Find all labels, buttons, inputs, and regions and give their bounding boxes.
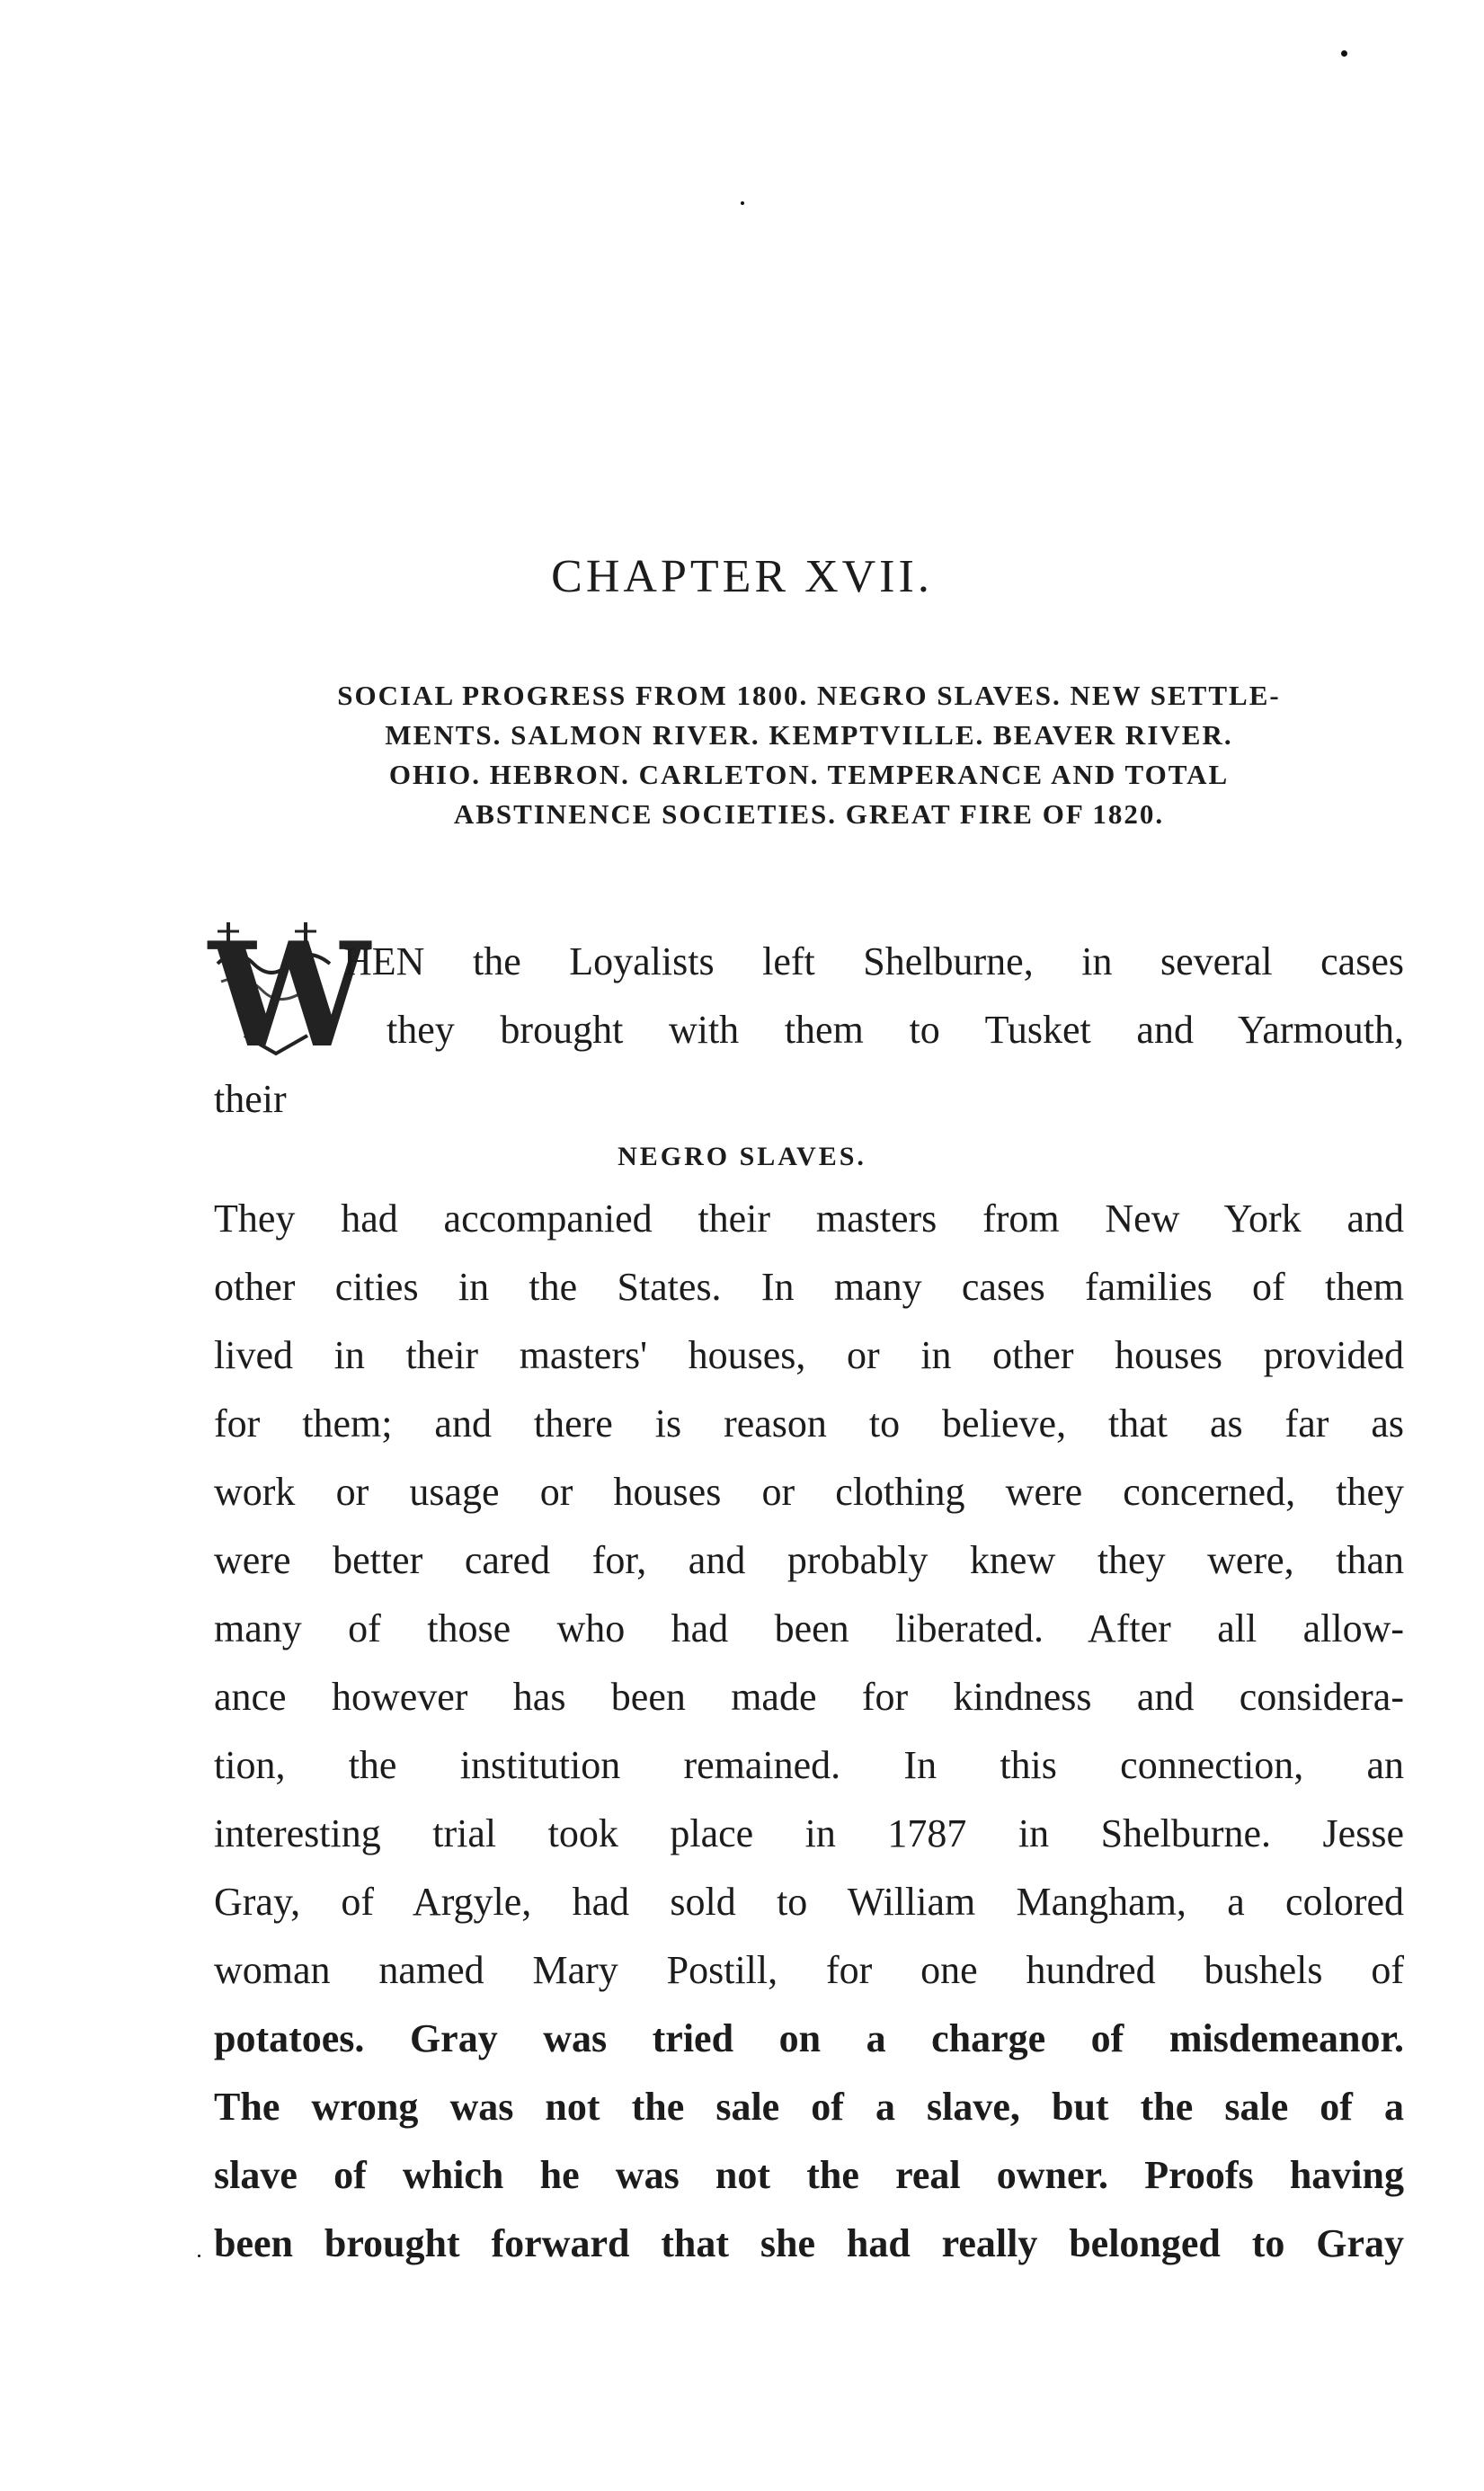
ink-speck (1341, 50, 1347, 57)
ink-speck (198, 2255, 200, 2257)
body-line: They had accompanied their masters from New York and (214, 1197, 1404, 1241)
chapter-title: CHAPTER XVII. (551, 551, 933, 602)
body-line: work or usage or houses or clothing were concerned, they (214, 1470, 1404, 1514)
body-line: other cities in the States. In many cases families of them (214, 1265, 1404, 1309)
body-line: interesting trial took place in 1787 in Shelburne. Jesse (214, 1811, 1404, 1855)
body-line: ance however has been made for kindness and considera- (214, 1675, 1404, 1719)
chapter-synopsis (216, 676, 1402, 834)
body-line: tion, the institution remained. In this connection, an (214, 1743, 1404, 1787)
side-heading: NEGRO SLAVES. (618, 1142, 866, 1171)
ink-speck (741, 201, 744, 205)
body-line: slave of which he was not the real owner. Proofs having (214, 2153, 1404, 2197)
body-line: The wrong was not the sale of a slave, but the sale of a (214, 2085, 1404, 2129)
body-line: lived in their masters' houses, or in other houses provided (214, 1333, 1404, 1377)
synopsis-line: OHIO. HEBRON. CARLETON. TEMPERANCE AND TOTAL (388, 759, 1230, 790)
body-text (214, 1185, 1404, 2278)
opening-line: HEN the Loyalists left Shelburne, in several cases (343, 939, 1404, 983)
synopsis-line: MENTS. SALMON RIVER. KEMPTVILLE. BEAVER RIVER. (385, 719, 1233, 751)
ornamental-drop-cap (209, 911, 370, 1080)
synopsis-line: ABSTINENCE SOCIETIES. GREAT FIRE OF 1820. (453, 798, 1165, 830)
opening-line: their (214, 1077, 287, 1121)
body-line: woman named Mary Postill, for one hundred bushels of (214, 1948, 1404, 1992)
body-line: been brought forward that she had really belonged to Gray (214, 2221, 1404, 2265)
body-line: Gray, of Argyle, had sold to William Mangham, a colored (214, 1880, 1404, 1924)
body-line: for them; and there is reason to believe, that as far as (214, 1401, 1404, 1446)
body-line: were better cared for, and probably knew they were, than (214, 1538, 1404, 1582)
body-line: many of those who had been liberated. After all allow- (214, 1606, 1404, 1650)
synopsis-line: SOCIAL PROGRESS FROM 1800. NEGRO SLAVES. NEW SETTLE- (337, 680, 1281, 711)
body-line: potatoes. Gray was tried on a charge of misdemeanor. (214, 2016, 1404, 2060)
opening-line: they brought with them to Tusket and Yarmouth, (387, 1008, 1404, 1052)
drop-cap-letter: W (209, 911, 370, 1080)
